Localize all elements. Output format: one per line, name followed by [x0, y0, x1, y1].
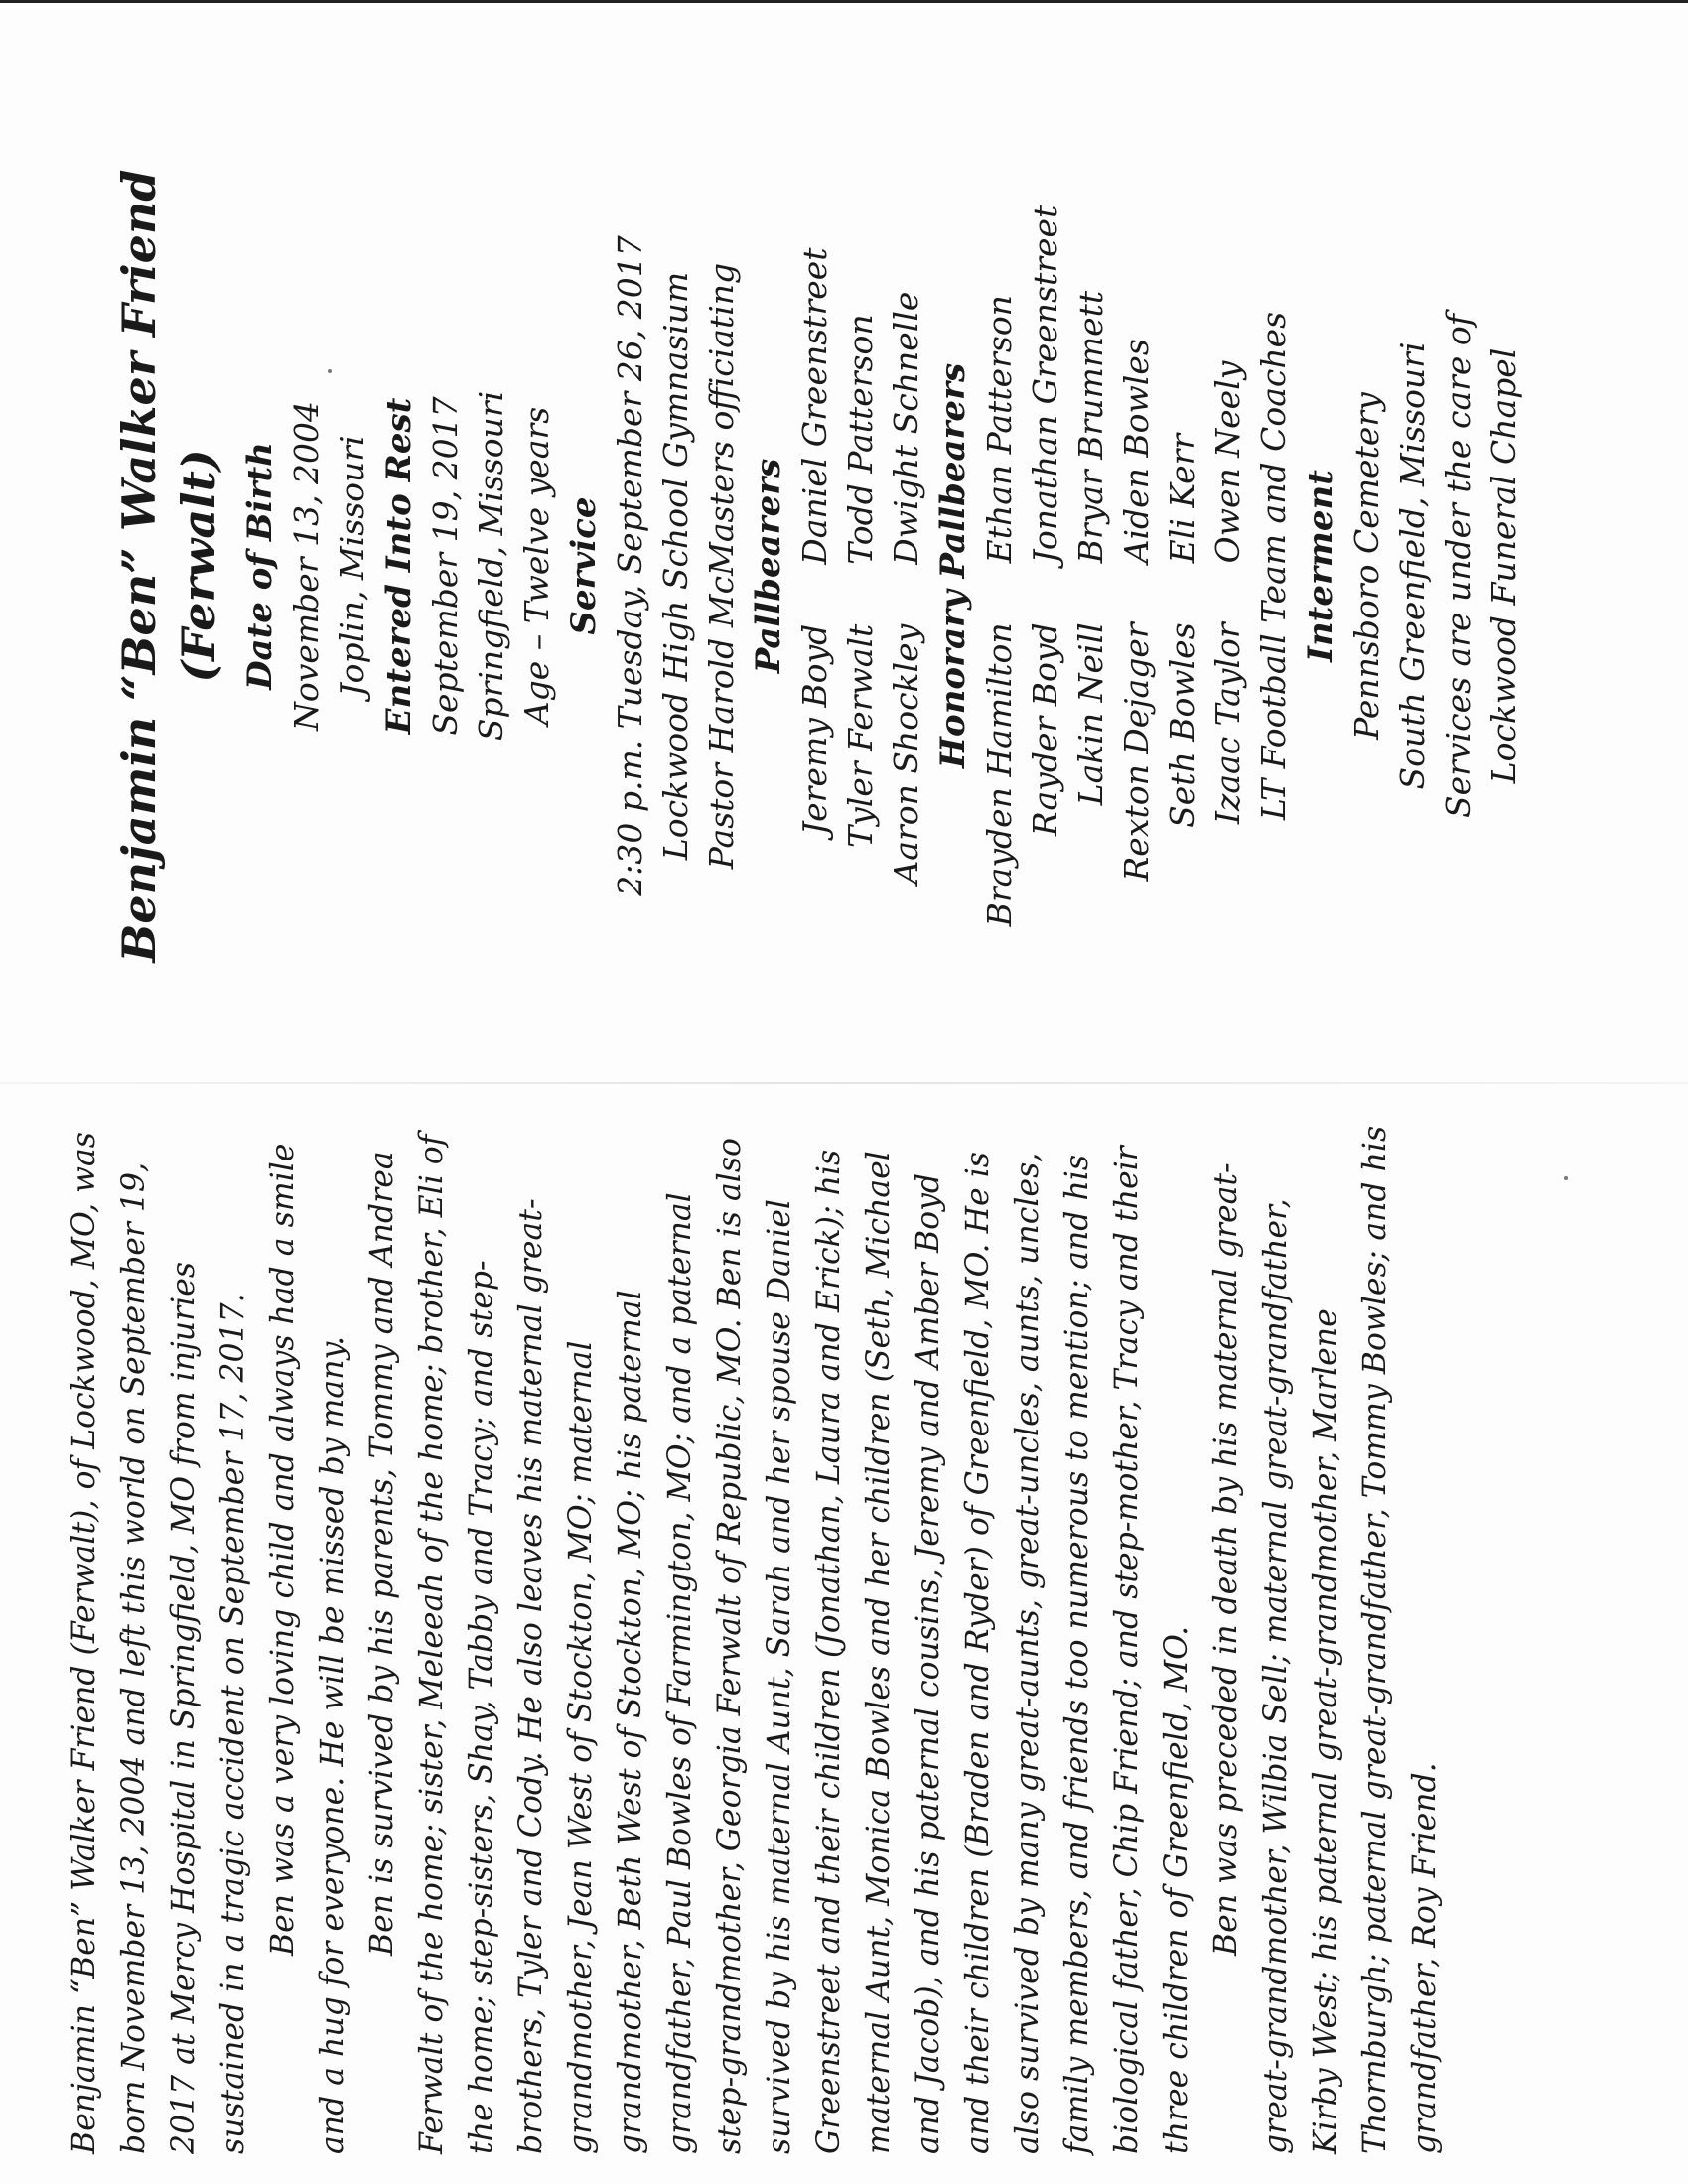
rest-heading: Entered Into Rest — [379, 397, 419, 735]
honorary-name: Ethan Patterson — [980, 295, 1019, 564]
honorary-name: Rayder Boyd — [1026, 622, 1064, 837]
honorary-name: Rexton Dejager — [1117, 622, 1156, 882]
pallbearer-name: Dwight Schnelle — [887, 291, 925, 565]
obituary-paragraph: Ben is survived by his parents, Tommy and Andrea Ferwalt of the home; sister, Meleeah of the home; brother, Eli of the home; step-sisters, Shay, Tabby and Tracy; and step-brothers, Tyler and Cody. He also leaves his maternal great-grandmother, Jean West of Stockton, MO; maternal grandmother, Beth West of Stockton, MO; his paternal grandfather, Paul Bowles of Farmington, MO; and a paternal step-grandmother, Georgia Ferwalt of Republic, MO. Ben is also survived by his maternal Aunt, Sarah and her spouse Daniel Greenstreet and their children (Jonathan, Laura and Erick); his maternal Aunt, Monica Bowles and her children (Seth, Michael and Jacob), and his paternal cousins, Jeremy and Amber Boyd and their children (Braden and Ryder) of Greenfield, MO. He is also survived by many great-aunts, great-uncles, aunts, uncles, family members, and friends too numerous to mention; and his biological father, Chip Friend; and step-mother, Tracy and their three children of Greenfield, MO. — [364, 1134, 1195, 2154]
care-line: Services are under the care of — [1439, 314, 1477, 819]
honorary-name: Eli Kerr — [1163, 433, 1201, 564]
pallbearers-list — [792, 79, 929, 1052]
service-heading: Service — [564, 496, 604, 635]
birth-place: Joplin, Missouri — [333, 435, 371, 697]
honorary-name: Lakin Neill — [1071, 622, 1110, 806]
age-line: Age – Twelve years — [517, 406, 556, 726]
honorary-name: Seth Bowles — [1163, 622, 1201, 828]
honorary-name: Jonathan Greenstreet — [1026, 205, 1064, 564]
honorary-name: Bryar Brummett — [1071, 290, 1110, 564]
honorary-name: Owen Neely — [1208, 360, 1247, 564]
obituary-text — [60, 1122, 1688, 2154]
honorary-list — [977, 79, 1251, 1052]
scan-top-edge — [0, 0, 1688, 3]
service-place: Lockwood High School Gymnasium — [656, 271, 695, 861]
page-fold — [0, 1082, 1688, 1084]
pallbearer-name: Daniel Greenstreet — [795, 247, 834, 565]
cemetery-name: Pennsboro Cemetery — [1347, 392, 1386, 740]
obituary-paragraph: Ben was preceded in death by his maternal great-great-grandmother, Wilbia Sell; maternal great-grandfather, Kirby West; his paternal great-grandmother, Marlene Thornburgh; paternal great-grandfather, Tommy Bowles; and his grandfather, Roy Friend. — [1208, 1125, 1443, 2154]
honorary-heading: Honorary Pallbearers — [933, 362, 973, 769]
funeral-chapel: Lockwood Funeral Chapel — [1484, 347, 1523, 784]
program-title: Benjamin “Ben” Walker Friend (Ferwalt) — [112, 169, 225, 963]
honorary-team: LT Football Team and Coaches — [1254, 311, 1293, 821]
obituary-paragraph: Ben was a very loving child and always had a smile and a hug for everyone. He will be missed by many. — [265, 1143, 351, 2154]
cemetery-place: South Greenfield, Missouri — [1393, 341, 1432, 790]
interment-heading: Interment — [1301, 470, 1340, 662]
honorary-name: Izaac Taylor — [1208, 622, 1247, 825]
date-of-birth-heading: Date of Birth — [240, 442, 280, 690]
pallbearer-name: Tyler Ferwalt — [841, 623, 880, 848]
pallbearer-name: Todd Patterson — [841, 314, 880, 565]
pallbearer-name: Aaron Shockley — [887, 623, 925, 885]
pallbearer-name: Jeremy Boyd — [795, 623, 834, 836]
honorary-name: Aiden Bowles — [1117, 339, 1156, 564]
birth-date: November 13, 2004 — [287, 400, 326, 732]
honorary-name: Brayden Hamilton — [980, 622, 1019, 927]
obituary-paragraph: Benjamin “Ben” Walker Friend (Ferwalt), of Lockwood, MO, was born November 13, 2004 and left this world on September 19, 2017 at Mercy Hospital in Springfield, MO from injuries sustained in a tragic accident on September 17, 2017. — [67, 1132, 251, 2154]
service-time: 2:30 p.m. Tuesday, September 26, 2017 — [611, 235, 649, 896]
death-date: September 19, 2017 — [426, 396, 465, 736]
death-place: Springfield, Missouri — [472, 390, 510, 742]
pallbearers-heading: Pallbearers — [749, 458, 788, 674]
officiant: Pastor Harold McMasters officiating — [702, 262, 741, 870]
service-program — [109, 79, 1658, 1052]
